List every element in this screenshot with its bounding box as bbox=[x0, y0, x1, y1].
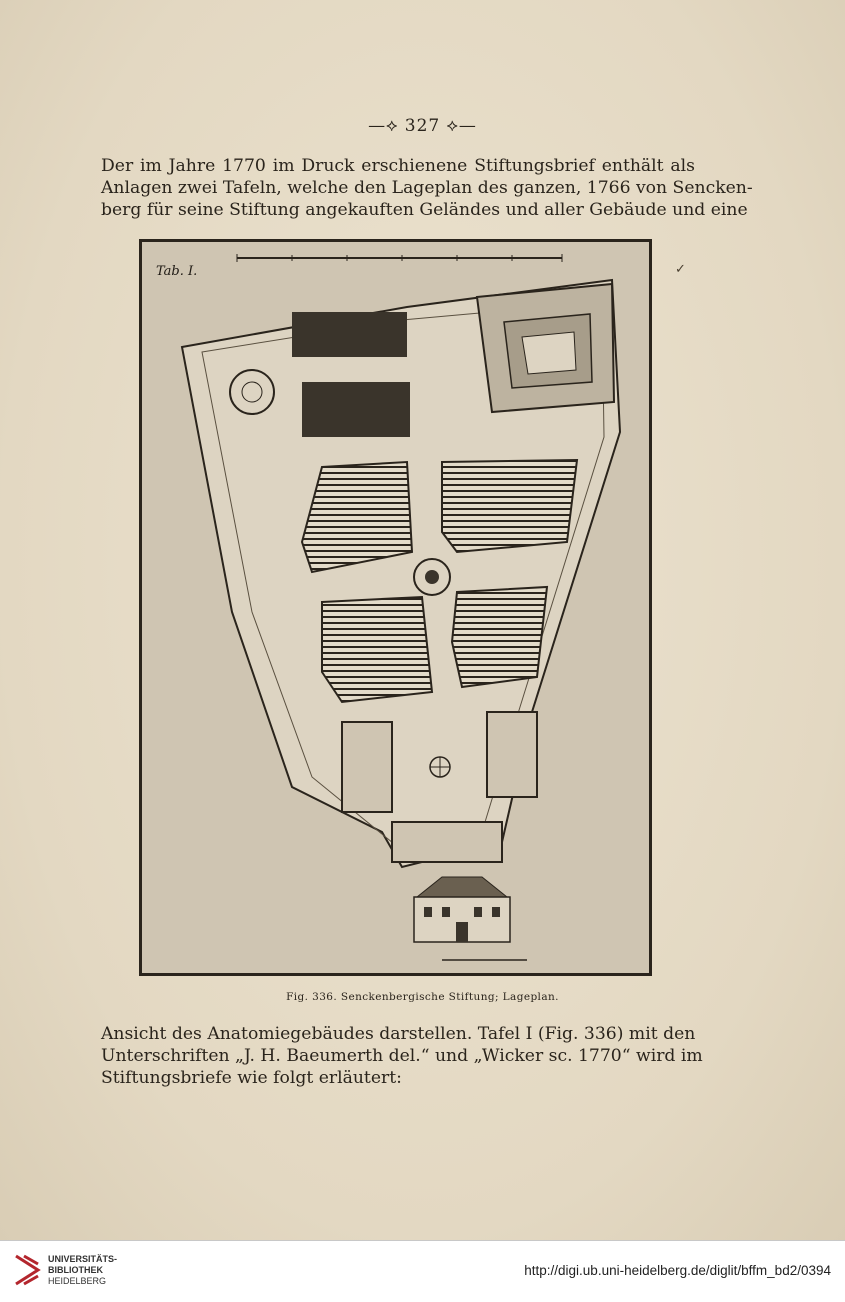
building-elevation bbox=[414, 877, 510, 942]
garden-bed bbox=[452, 587, 547, 687]
dark-bed bbox=[292, 312, 407, 357]
text-line: Der im Jahre 1770 im Druck erschienene Stiftungsbrief enthält als bbox=[101, 156, 695, 176]
right-building bbox=[487, 712, 537, 797]
figure-caption: Fig. 336. Senckenbergische Stiftung; Lageplan. bbox=[286, 991, 559, 1003]
text-line: Stiftungsbriefe wie folgt erläutert: bbox=[101, 1068, 402, 1088]
garden-bed bbox=[302, 462, 412, 572]
scale-bar bbox=[237, 254, 562, 262]
library-name-line: HEIDELBERG bbox=[48, 1276, 107, 1286]
lower-building bbox=[392, 822, 502, 862]
text-line: Ansicht des Anatomiegebäudes darstellen. Tafel I (Fig. 336) mit den bbox=[101, 1024, 696, 1044]
paragraph-bottom bbox=[101, 1023, 703, 1089]
site-plan-drawing bbox=[142, 242, 649, 973]
text-line: berg für seine Stiftung angekauften Geländes und aller Gebäude und eine bbox=[101, 200, 748, 220]
library-footer bbox=[0, 1240, 845, 1302]
permalink-url[interactable]: http://digi.ub.uni-heidelberg.de/diglit/bffm_bd2/0394 bbox=[524, 1263, 831, 1278]
library-name bbox=[48, 1254, 117, 1287]
library-logo-icon[interactable] bbox=[12, 1250, 42, 1292]
text-line: Anlagen zwei Tafeln, welche den Lageplan des ganzen, 1766 von Sencken- bbox=[101, 178, 753, 198]
library-name-line: BIBLIOTHEK bbox=[48, 1265, 103, 1275]
page-number: —⟡ 327 ⟡— bbox=[368, 116, 477, 136]
left-building bbox=[342, 722, 392, 812]
garden-bed bbox=[442, 460, 577, 552]
site-plan-figure bbox=[139, 239, 652, 976]
courtyard-feature bbox=[430, 757, 450, 777]
library-name-line: UNIVERSITÄTS- bbox=[48, 1254, 118, 1264]
paragraph-top bbox=[101, 155, 753, 221]
garden-bed bbox=[322, 597, 432, 702]
margin-mark: ✓ bbox=[675, 262, 686, 277]
anatomy-building bbox=[477, 284, 614, 412]
tab-label: Tab. I. bbox=[156, 264, 198, 279]
central-fountain bbox=[414, 559, 450, 595]
dark-bed bbox=[302, 382, 410, 437]
text-line: Unterschriften „J. H. Baeumerth del.“ und „Wicker sc. 1770“ wird im bbox=[101, 1046, 703, 1066]
